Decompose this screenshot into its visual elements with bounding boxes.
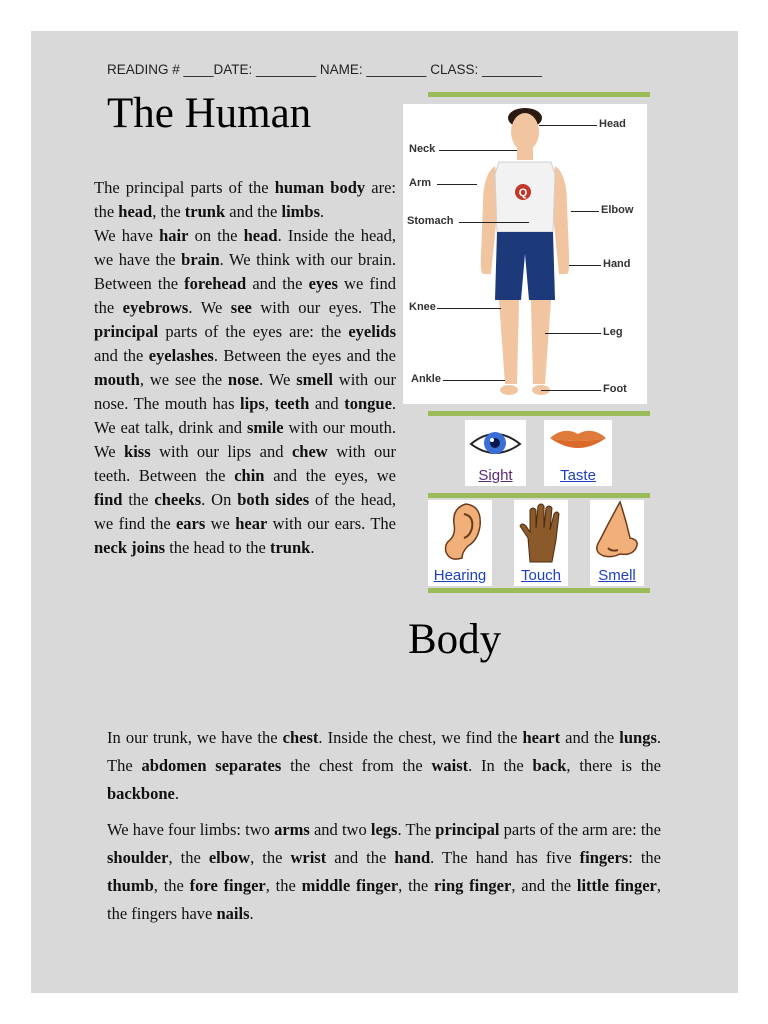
- intro-text: The principal parts of the human body are: the head, the trunk and the limbs. We have hair on the head. Inside the head, we have the brain. We think with our brain. Between the forehead and the eyes we find the eyebrows. We see with our eyes. The principal parts of the eyes are: the eyelids and the eyelashes. Between the eyes and the mouth, we see the nose. We smell with our nose. The mouth has lips, teeth and tongue. We eat talk, drink and smile with our mouth. We kiss with our lips and chew with our teeth. Between the chin and the eyes, we find the cheeks. On both sides of the head, we find the ears we hear with our ears. The neck joins the head to the trunk.: [94, 178, 397, 557]
- sense-touch-card: [514, 500, 568, 586]
- sense-smell-card: [590, 500, 644, 586]
- bold-term: eyebrows: [122, 298, 189, 317]
- bold-term: hand: [394, 848, 431, 867]
- leg-leader-line: [545, 333, 601, 334]
- label-neck: Neck: [409, 143, 436, 155]
- bold-term: lungs: [619, 728, 657, 747]
- head-leader-line: [539, 125, 597, 126]
- hand-icon: [514, 500, 568, 564]
- bold-term: lips: [240, 394, 265, 413]
- bold-term: eyes: [308, 274, 338, 293]
- bold-term: limbs: [281, 202, 321, 221]
- intro-paragraph: [94, 176, 396, 560]
- divider-rule: [428, 92, 650, 97]
- bold-term: trunk: [269, 538, 311, 557]
- paragraph-1: In our trunk, we have the chest. Inside the chest, we find the heart and the lungs. The abdomen separates the chest from the waist. In the back, there is the backbone.: [107, 728, 662, 803]
- stomach-leader-line: [459, 222, 529, 223]
- paragraph-2: We have four limbs: two arms and two legs. The principal parts of the arm are: the shoulder, the elbow, the wrist and the hand. The hand has five fingers: the thumb, the fore finger, the middle finger, the ring finger, and the little finger, the fingers have nails.: [107, 820, 662, 923]
- bottom-paragraphs: [107, 724, 661, 936]
- neck-leader-line: [439, 150, 517, 151]
- bold-term: hair: [159, 226, 189, 245]
- bold-term: chin: [234, 466, 265, 485]
- bold-term: forehead: [184, 274, 247, 293]
- label-leg: Leg: [603, 326, 623, 338]
- label-arm: Arm: [409, 177, 432, 189]
- sense-label-taste: Taste: [560, 467, 596, 484]
- bold-term: legs: [370, 820, 398, 839]
- bold-term: head: [243, 226, 278, 245]
- label-foot: Foot: [603, 383, 627, 395]
- label-stomach: Stomach: [407, 215, 454, 227]
- bold-term: brain: [181, 250, 220, 269]
- sense-hearing-card: [428, 500, 492, 586]
- bold-term: backbone: [107, 784, 175, 803]
- sense-taste-card: [544, 420, 612, 486]
- lips-icon: [544, 422, 612, 462]
- eye-icon: [465, 422, 526, 466]
- bold-term: thumb: [107, 876, 154, 895]
- bold-term: chew: [291, 442, 328, 461]
- bold-term: trunk: [184, 202, 226, 221]
- bold-term: human body: [274, 178, 366, 197]
- bold-term: cheeks: [154, 490, 202, 509]
- ankle-leader-line: [443, 380, 505, 381]
- bold-term: little finger: [576, 876, 657, 895]
- bold-term: elbow: [208, 848, 251, 867]
- bold-term: kiss: [124, 442, 151, 461]
- bold-term: eyelashes: [148, 346, 214, 365]
- knee-leader-line: [437, 308, 501, 309]
- sense-label-smell: Smell: [598, 567, 636, 584]
- foot-leader-line: [541, 390, 601, 391]
- bold-term: principal: [435, 820, 500, 839]
- bold-term: see: [230, 298, 252, 317]
- bold-term: find: [94, 490, 123, 509]
- bold-term: ring finger: [434, 876, 512, 895]
- bold-term: mouth: [94, 370, 140, 389]
- bold-term: nose: [227, 370, 260, 389]
- sense-label-touch: Touch: [520, 567, 562, 584]
- worksheet-header: READING # ____DATE: ________ NAME: ________ CLASS: ________: [107, 62, 543, 77]
- bold-term: waist: [431, 756, 469, 775]
- hand-leader-line: [569, 265, 601, 266]
- bold-term: back: [532, 756, 567, 775]
- label-knee: Knee: [409, 301, 436, 313]
- label-head: Head: [599, 118, 626, 130]
- bold-term: middle finger: [301, 876, 399, 895]
- label-elbow: Elbow: [601, 204, 634, 216]
- bold-term: wrist: [290, 848, 327, 867]
- bold-term: nails: [216, 904, 250, 923]
- page-title: The Human: [107, 90, 312, 137]
- body-parts-figure: [403, 104, 647, 404]
- sense-label-hearing: Hearing: [433, 567, 487, 584]
- bold-term: hear: [235, 514, 268, 533]
- bold-term: teeth: [274, 394, 310, 413]
- bold-term: shoulder: [107, 848, 169, 867]
- nose-icon: [590, 500, 644, 564]
- bold-term: chest: [282, 728, 319, 747]
- bold-term: both sides: [237, 490, 310, 509]
- shirt-logo: Q: [518, 187, 528, 199]
- sense-sight-card: [465, 420, 526, 486]
- bold-term: ears: [175, 514, 206, 533]
- bold-term: principal: [94, 322, 159, 341]
- sense-label-sight: Sight: [478, 467, 513, 484]
- divider-rule: [428, 411, 650, 416]
- label-ankle: Ankle: [411, 373, 441, 385]
- divider-rule: [428, 493, 650, 498]
- bold-term: eyelids: [348, 322, 396, 341]
- bold-term: fingers: [579, 848, 629, 867]
- page-title-continued: Body: [408, 616, 502, 663]
- bold-term: neck joins: [94, 538, 166, 557]
- divider-rule: [428, 588, 650, 593]
- bold-term: head: [118, 202, 153, 221]
- elbow-leader-line: [571, 211, 599, 212]
- bold-term: fore finger: [189, 876, 266, 895]
- bold-term: heart: [522, 728, 561, 747]
- bold-term: smile: [246, 418, 284, 437]
- label-hand: Hand: [603, 258, 631, 270]
- arm-leader-line: [437, 184, 477, 185]
- bold-term: smell: [296, 370, 333, 389]
- human-body-illustration: [403, 104, 647, 404]
- bold-term: abdomen separates: [141, 756, 282, 775]
- bold-term: tongue: [344, 394, 392, 413]
- bold-term: arms: [274, 820, 310, 839]
- ear-icon: [428, 500, 492, 564]
